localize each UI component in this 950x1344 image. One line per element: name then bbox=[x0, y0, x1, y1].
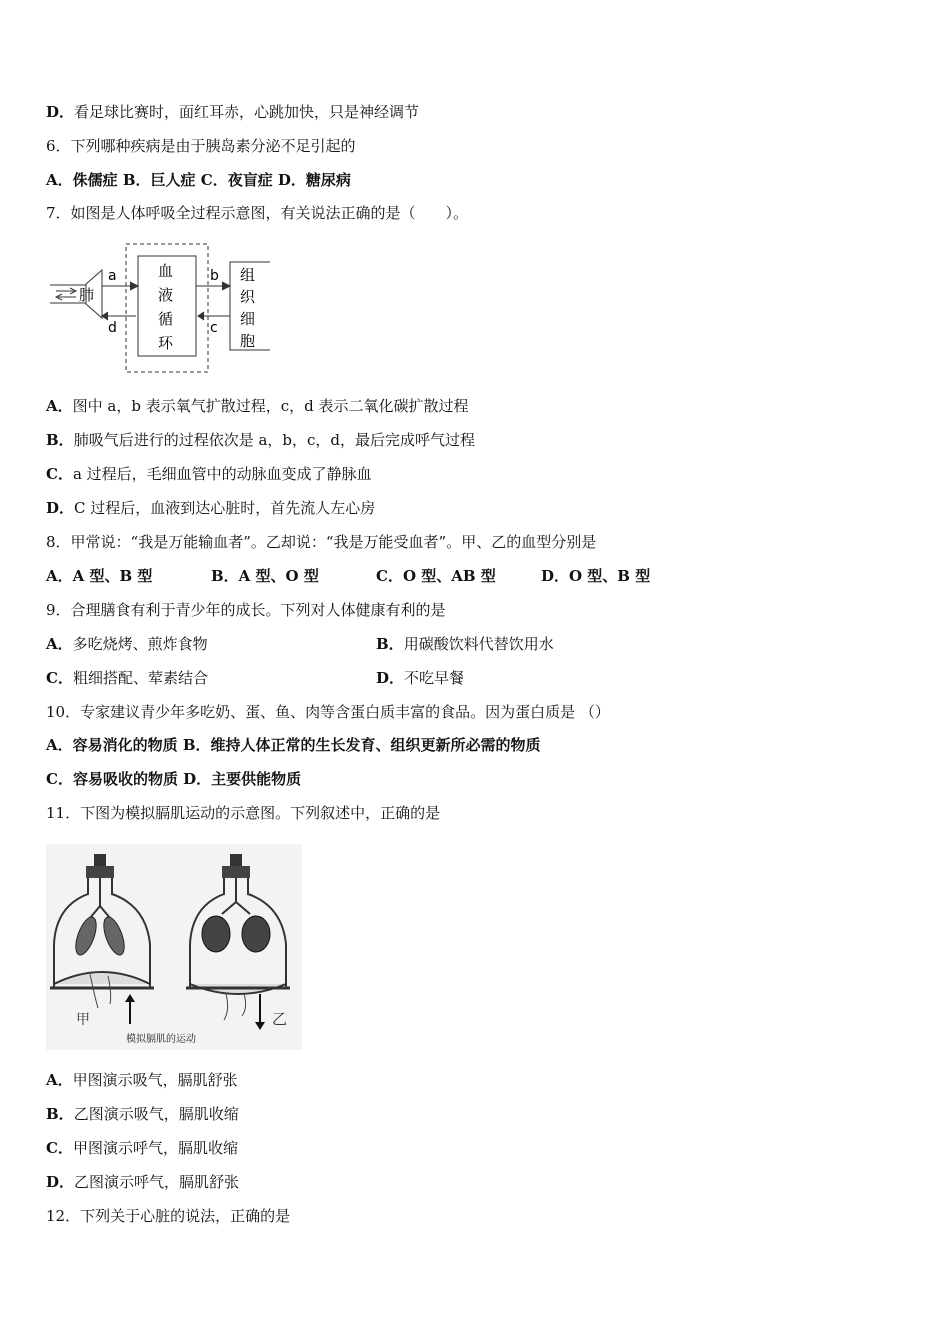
q11-option-d: D．乙图演示呼气，膈肌舒张 bbox=[46, 1173, 240, 1191]
q7-stem: 7．如图是人体呼吸全过程示意图，有关说法正确的是（ ）。 bbox=[46, 204, 469, 222]
q10-stem: 10．专家建议青少年多吃奶、蛋、鱼、肉等含蛋白质丰富的食品。因为蛋白质是 （） bbox=[46, 703, 610, 721]
q11-stem: 11．下图为模拟膈肌运动的示意图。下列叙述中，正确的是 bbox=[46, 804, 441, 822]
q7-option-d: D．C 过程后，血液到达心脏时，首先流人左心房 bbox=[46, 499, 376, 517]
blood-label-2: 液 bbox=[158, 286, 174, 304]
label-c: c bbox=[210, 320, 218, 336]
q9-option-d: D．不吃早餐 bbox=[376, 669, 465, 687]
q10-options-ab: A．容易消化的物质 B．维持人体正常的生长发育、组织更新所必需的物质 bbox=[46, 736, 541, 754]
q11-option-a: A．甲图演示吸气，膈肌舒张 bbox=[46, 1071, 238, 1089]
blood-label-3: 循 bbox=[158, 310, 174, 328]
label-jia: 甲 bbox=[76, 1012, 90, 1028]
label-d: d bbox=[108, 320, 117, 336]
q9-option-c: C．粗细搭配、荤素结合 bbox=[46, 669, 208, 687]
diaphragm-model-figure bbox=[46, 844, 302, 1050]
tissue-label-1: 组 bbox=[240, 266, 256, 284]
label-yi: 乙 bbox=[272, 1010, 288, 1028]
label-b: b bbox=[210, 268, 219, 284]
q8-option-c: C．O 型、AB 型 bbox=[376, 567, 496, 585]
q9-option-a: A．多吃烧烤、煎炸食物 bbox=[46, 635, 208, 653]
blood-label-4: 环 bbox=[158, 334, 174, 352]
lung-label: 肺 bbox=[79, 286, 95, 304]
q9-stem: 9．合理膳食有利于青少年的成长。下列对人体健康有利的是 bbox=[46, 601, 446, 619]
label-a: a bbox=[108, 268, 117, 284]
q8-option-a: A．A 型、B 型 bbox=[46, 567, 153, 585]
q6-options: A．侏儒症 B．巨人症 C．夜盲症 D．糖尿病 bbox=[46, 171, 351, 189]
tissue-label-2: 织 bbox=[240, 288, 256, 306]
q7-option-a: A．图中 a，b 表示氧气扩散过程，c，d 表示二氧化碳扩散过程 bbox=[46, 397, 469, 415]
q9-option-b: B．用碳酸饮料代替饮用水 bbox=[376, 635, 554, 653]
figure-caption: 模拟膈肌的运动 bbox=[126, 1034, 196, 1045]
q5-option-d: D．看足球比赛时，面红耳赤，心跳加快，只是神经调节 bbox=[46, 103, 420, 121]
q11-option-b: B．乙图演示吸气，膈肌收缩 bbox=[46, 1105, 239, 1123]
q7-option-c: C．a 过程后，毛细血管中的动脉血变成了静脉血 bbox=[46, 465, 372, 483]
blood-label-1: 血 bbox=[158, 262, 174, 280]
q8-option-d: D．O 型、B 型 bbox=[541, 567, 651, 585]
respiration-diagram bbox=[46, 240, 276, 378]
q10-options-cd: C．容易吸收的物质 D．主要供能物质 bbox=[46, 770, 302, 788]
tissue-label-3: 细 bbox=[240, 310, 256, 328]
q8-stem: 8．甲常说：“我是万能输血者”。乙却说：“我是万能受血者”。甲、乙的血型分别是 bbox=[46, 533, 597, 551]
q7-option-b: B．肺吸气后进行的过程依次是 a，b，c，d，最后完成呼气过程 bbox=[46, 431, 476, 449]
q8-option-b: B．A 型、O 型 bbox=[211, 567, 319, 585]
q12-stem: 12．下列关于心脏的说法，正确的是 bbox=[46, 1207, 291, 1225]
q6-stem: 6．下列哪种疾病是由于胰岛素分泌不足引起的 bbox=[46, 137, 356, 155]
q11-option-c: C．甲图演示呼气，膈肌收缩 bbox=[46, 1139, 238, 1157]
tissue-label-4: 胞 bbox=[240, 332, 256, 350]
